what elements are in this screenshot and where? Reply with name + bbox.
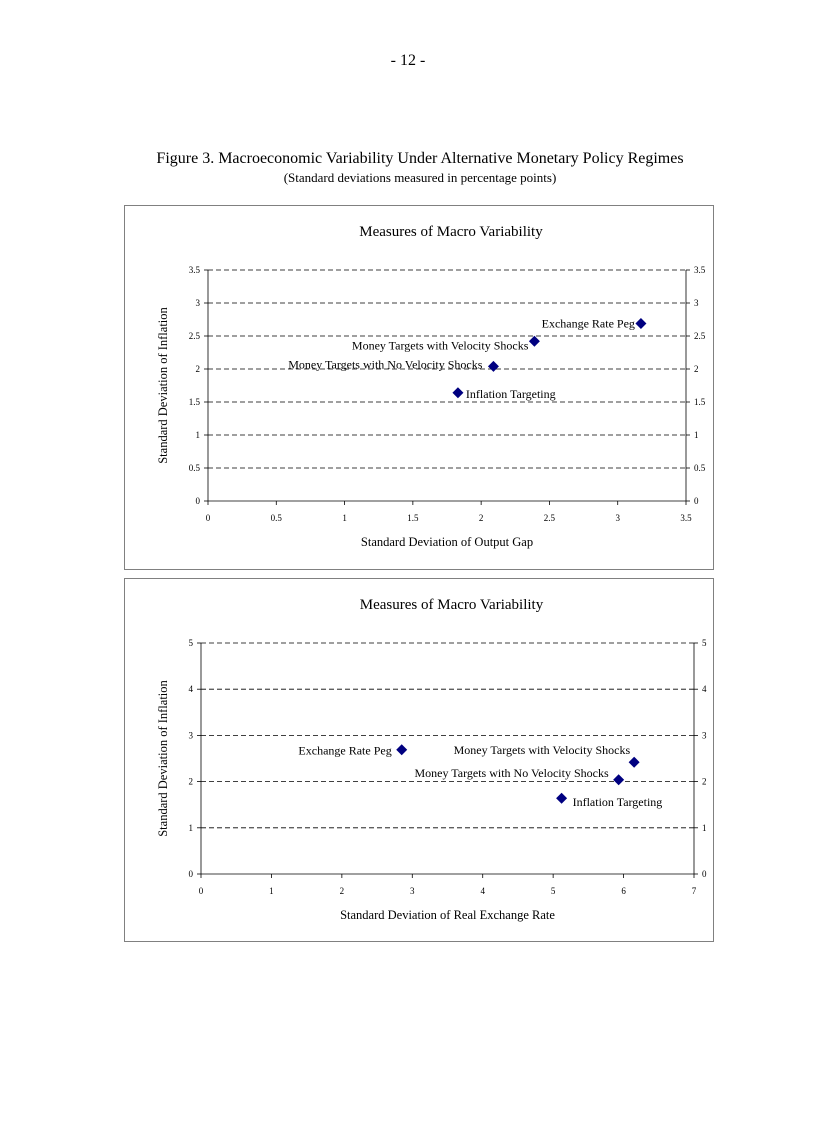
x-tick-label: 5 [550,886,556,896]
data-point-marker [556,793,567,804]
x-tick-label: 2.5 [543,513,556,523]
chart-panel-real-exchange-rate [124,578,714,942]
y-tick-label-right: 2 [694,364,699,374]
data-point-label: Exchange Rate Peg [298,743,392,758]
y-tick-label: 1 [188,822,193,833]
y-tick-label: 2.5 [188,331,200,341]
y-tick-label-right: 0 [694,496,699,506]
data-point-label: Inflation Targeting [572,795,663,810]
y-tick-label-right: 0 [702,869,707,879]
y-tick-label: 4 [188,684,193,695]
data-point-marker [629,757,640,768]
data-point-marker [488,361,499,372]
y-tick-label-right: 3 [694,298,699,308]
chart-title: Measures of Macro Variability [359,224,543,240]
scatter-chart-real-exchange-rate [125,579,715,943]
x-tick-label: 3 [410,886,415,896]
scatter-chart-output-gap [125,206,715,571]
x-tick-label: 0.5 [270,513,282,523]
x-tick-label: 6 [621,886,626,896]
chart-panel-output-gap [124,205,714,570]
y-tick-label: 0 [188,869,193,879]
y-tick-label-right: 1.5 [694,397,706,407]
y-tick-label: 0.5 [188,463,200,473]
y-tick-label: 3.5 [188,265,200,275]
data-point-marker [529,336,540,347]
y-tick-label: 3 [195,298,200,308]
x-tick-label: 1.5 [407,513,419,523]
data-point-label: Exchange Rate Peg [541,316,635,331]
y-tick-label-right: 3 [702,730,707,741]
y-axis-label: Standard Deviation of Inflation [156,680,170,837]
y-tick-label-right: 2 [702,776,707,787]
y-tick-label-right: 3.5 [694,265,706,275]
x-tick-label: 3 [615,513,620,523]
x-tick-label: 4 [480,886,485,896]
page-number: - 12 - [390,52,426,69]
x-tick-label: 1 [269,886,274,896]
x-tick-label: 2 [339,886,345,896]
x-tick-label: 7 [691,886,697,896]
x-axis-label: Standard Deviation of Real Exchange Rate [340,908,555,922]
data-point-marker [452,387,463,398]
data-point-label: Money Targets with Velocity Shocks [351,338,529,353]
x-tick-label: 3.5 [680,513,692,523]
y-tick-label: 2 [188,776,193,787]
y-tick-label: 3 [188,730,193,741]
data-point-label: Money Targets with No Velocity Shocks [414,765,609,780]
y-tick-label-right: 4 [702,684,707,695]
y-tick-label-right: 1 [702,822,707,833]
figure-subtitle: (Standard deviations measured in percentage points) [283,170,557,185]
x-tick-label: 0 [205,513,211,523]
data-point-label: Money Targets with No Velocity Shocks [288,357,483,372]
x-tick-label: 1 [342,513,347,523]
y-tick-label-right: 0.5 [694,463,706,473]
data-point-marker [396,744,407,755]
y-tick-label: 2 [195,364,200,374]
data-point-label: Money Targets with Velocity Shocks [453,743,631,758]
y-axis-label: Standard Deviation of Inflation [156,307,170,464]
x-tick-label: 2 [478,513,484,523]
x-tick-label: 0 [198,886,204,896]
y-tick-label-right: 2.5 [694,331,706,341]
y-tick-label-right: 1 [694,430,699,440]
y-tick-label: 1.5 [188,397,200,407]
y-tick-label: 1 [195,430,200,440]
y-tick-label: 5 [188,638,193,648]
data-point-marker [635,318,646,329]
chart-title: Measures of Macro Variability [359,597,544,613]
figure-title: Figure 3. Macroeconomic Variability Under Alternative Monetary Policy Regimes [156,150,684,167]
data-point-label: Inflation Targeting [465,386,556,401]
data-point-marker [613,774,624,785]
x-axis-label: Standard Deviation of Output Gap [360,535,534,549]
y-tick-label: 0 [195,496,200,506]
y-tick-label-right: 5 [702,638,707,648]
